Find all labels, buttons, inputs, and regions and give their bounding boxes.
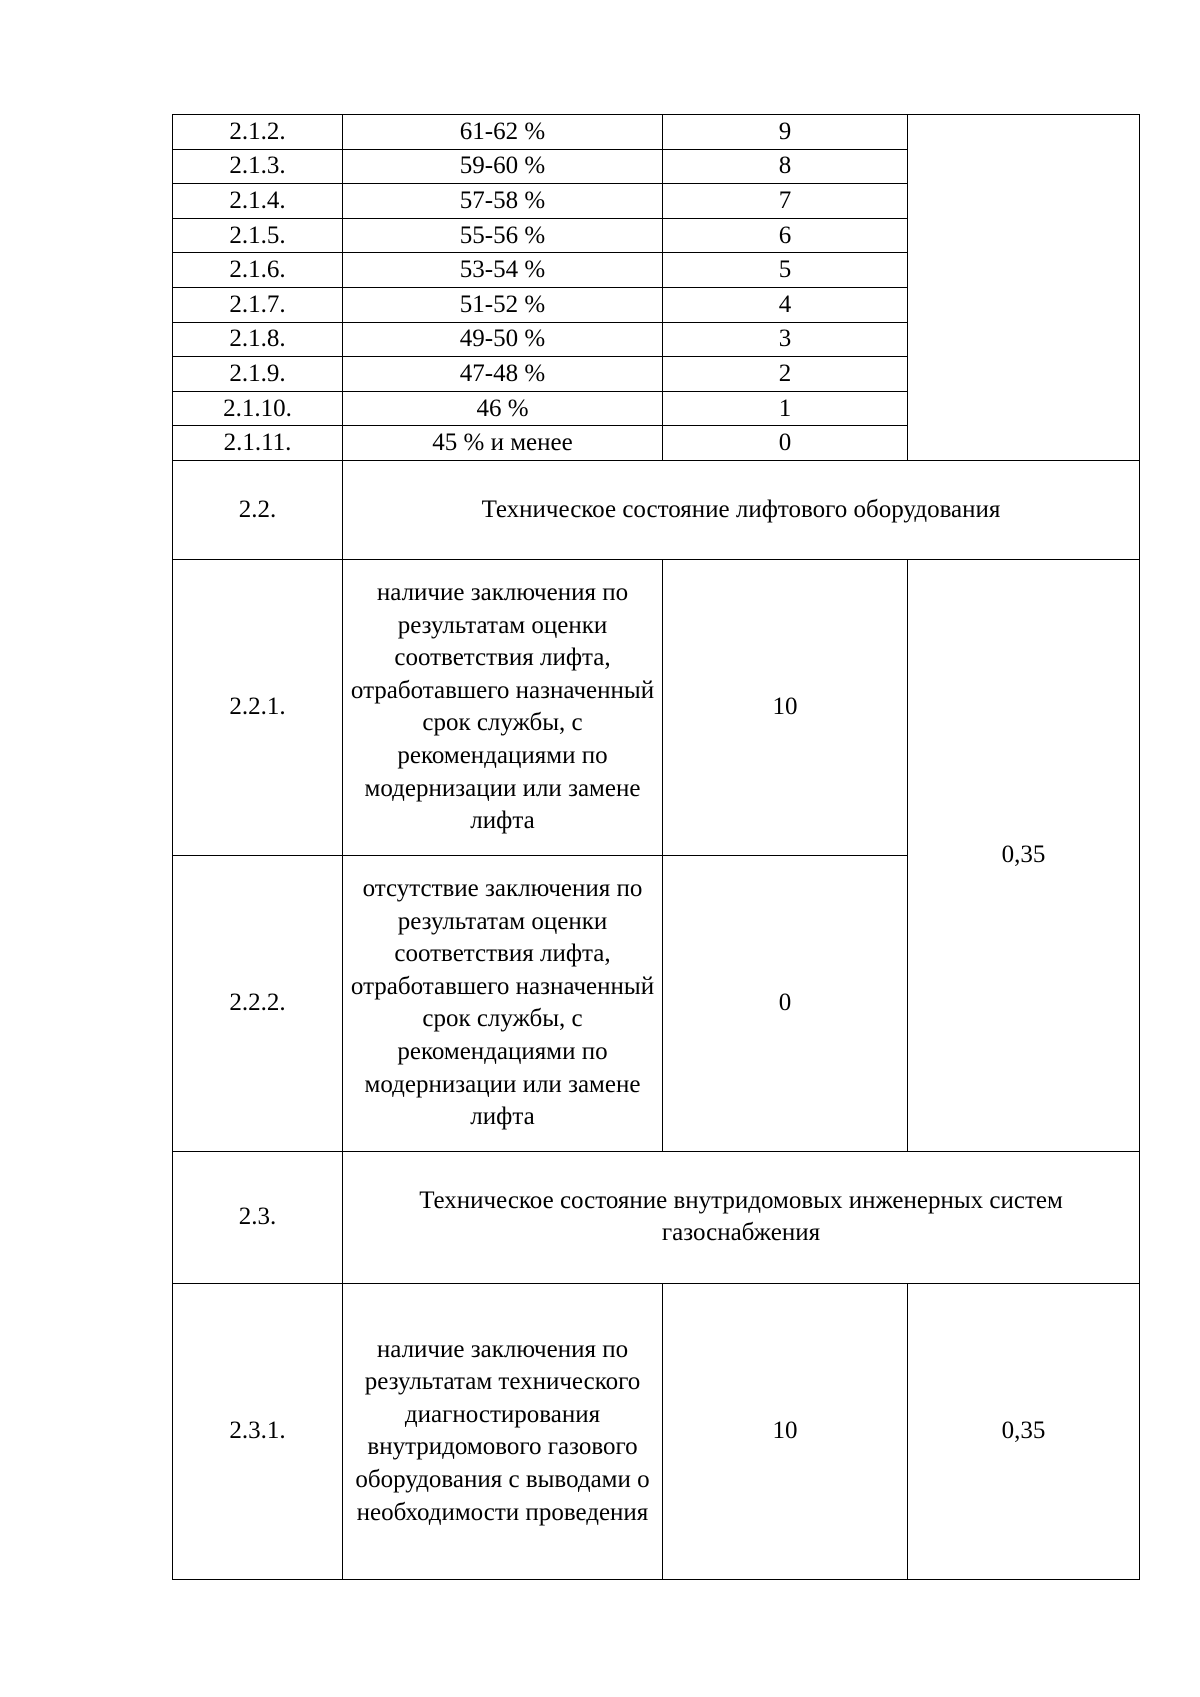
row-range: 47-48 % [343,357,663,392]
row-number: 2.1.3. [173,149,343,184]
section-header-row [173,460,1140,559]
row-score: 6 [663,218,908,253]
criteria-table [172,114,1140,1580]
section-title: Техническое состояние лифтового оборудования [343,460,1140,559]
row-number: 2.1.9. [173,357,343,392]
row-score: 0 [663,426,908,461]
row-range: 51-52 % [343,287,663,322]
row-criterion: наличие заключения по результатам технического диагностирования внутридомового газового оборудования с выводами о необходимости проведения [343,1283,663,1579]
row-range: 59-60 % [343,149,663,184]
row-score: 8 [663,149,908,184]
row-number: 2.2.2. [173,855,343,1151]
row-range: 45 % и менее [343,426,663,461]
row-score: 7 [663,184,908,219]
row-score: 4 [663,287,908,322]
row-number: 2.1.10. [173,391,343,426]
row-weight: 0,35 [908,1283,1140,1579]
row-number: 2.1.2. [173,115,343,150]
row-number: 2.1.4. [173,184,343,219]
row-range: 57-58 % [343,184,663,219]
row-score: 1 [663,391,908,426]
row-range: 49-50 % [343,322,663,357]
row-number: 2.1.11. [173,426,343,461]
table-row [173,559,1140,855]
row-criterion: наличие заключения по результатам оценки соответствия лифта, отработавшего назначенный срок службы, с рекомендациями по модернизации или замене лифта [343,559,663,855]
row-score: 5 [663,253,908,288]
row-number: 2.1.7. [173,287,343,322]
row-score: 3 [663,322,908,357]
row-score: 2 [663,357,908,392]
table-row [173,1283,1140,1579]
row-number: 2.2.1. [173,559,343,855]
row-score: 0 [663,855,908,1151]
row-criterion: отсутствие заключения по результатам оценки соответствия лифта, отработавшего назначенный срок службы, с рекомендациями по модернизации или замене лифта [343,855,663,1151]
section-number: 2.3. [173,1151,343,1283]
row-score: 10 [663,559,908,855]
row-score: 10 [663,1283,908,1579]
empty-weight-cell [908,115,1140,461]
section-header-row [173,1151,1140,1283]
row-number: 2.1.8. [173,322,343,357]
table-row [173,115,1140,150]
section-title: Техническое состояние внутридомовых инженерных систем газоснабжения [343,1151,1140,1283]
row-range: 55-56 % [343,218,663,253]
row-number: 2.3.1. [173,1283,343,1579]
section-number: 2.2. [173,460,343,559]
row-range: 53-54 % [343,253,663,288]
row-score: 9 [663,115,908,150]
row-range: 46 % [343,391,663,426]
row-range: 61-62 % [343,115,663,150]
row-number: 2.1.6. [173,253,343,288]
row-weight: 0,35 [908,559,1140,1151]
row-number: 2.1.5. [173,218,343,253]
